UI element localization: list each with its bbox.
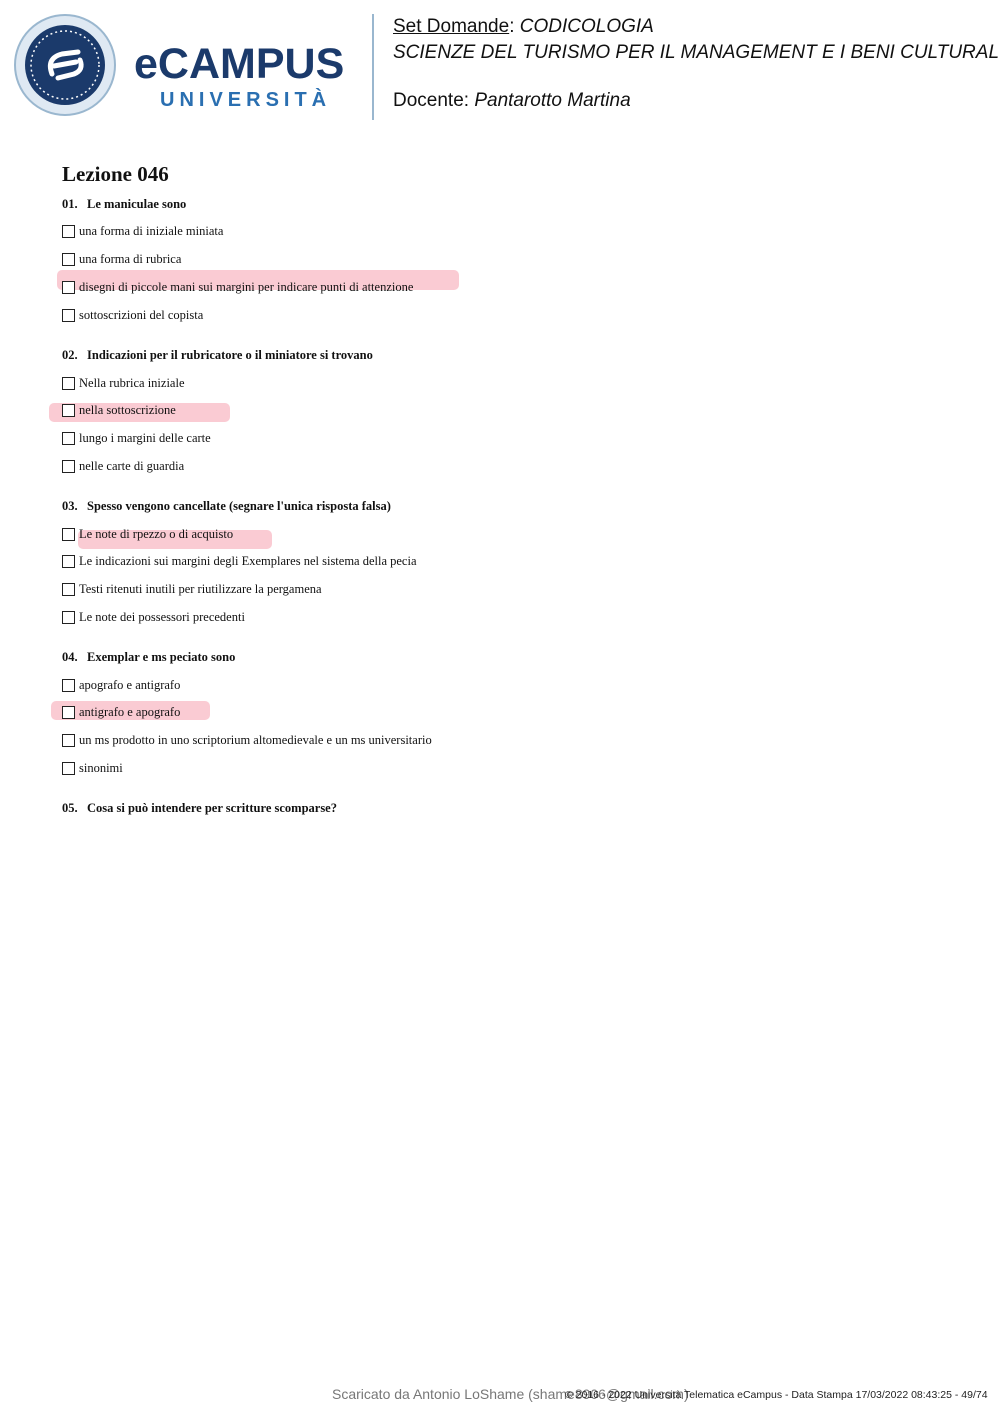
answer-checkbox[interactable] (62, 432, 75, 445)
answer-option[interactable] (62, 609, 245, 625)
answer-checkbox[interactable] (62, 460, 75, 473)
brand-top: eCAMPUS (134, 40, 345, 88)
question-05 (62, 801, 337, 816)
answer-label: una forma di rubrica (79, 251, 182, 266)
answer-label: sottoscrizioni del copista (79, 307, 204, 322)
question-text: Cosa si può intendere per scritture scomparse? (87, 801, 337, 815)
answer-label: nella sottoscrizione (79, 402, 176, 417)
answer-option[interactable] (62, 402, 176, 418)
teacher-name: Pantarotto Martina (474, 90, 631, 111)
answer-option[interactable] (62, 553, 417, 569)
set-line: Set Domande: CODICOLOGIA (393, 16, 654, 37)
teacher-label: Docente: (393, 90, 475, 111)
answer-option[interactable] (62, 307, 203, 323)
set-value: CODICOLOGIA (519, 16, 654, 37)
answer-label: Le note di rpezzo o di acquisto (79, 526, 234, 541)
answer-option[interactable] (62, 732, 432, 748)
answer-option[interactable] (62, 279, 413, 295)
answer-option[interactable] (62, 526, 233, 542)
answer-option[interactable] (62, 458, 184, 474)
answer-label: sinonimi (79, 760, 123, 775)
answer-checkbox[interactable] (62, 377, 75, 390)
answer-option[interactable] (62, 581, 322, 597)
answer-label: un ms prodotto in uno scriptorium altomedievale e un ms universitario (79, 732, 432, 747)
answer-checkbox[interactable] (62, 528, 75, 541)
question-text: Indicazioni per il rubricatore o il miniatore si trovano (87, 348, 373, 362)
answer-label: antigrafo e apografo (79, 704, 181, 719)
header-divider (372, 14, 374, 120)
set-label: Set Domande (393, 16, 510, 37)
answer-label: nelle carte di guardia (79, 458, 185, 473)
answer-label: Nella rubrica iniziale (79, 375, 185, 390)
question-number: 05. (62, 801, 78, 815)
answer-label: lungo i margini delle carte (79, 430, 211, 445)
question-03 (62, 499, 391, 514)
answer-label: disegni di piccole mani sui margini per indicare punti di attenzione (79, 279, 414, 294)
question-text: Le maniculae sono (87, 197, 187, 211)
lesson-title: Lezione 046 (62, 162, 169, 186)
answer-checkbox[interactable] (62, 555, 75, 568)
answer-option[interactable] (62, 760, 123, 776)
answer-checkbox[interactable] (62, 281, 75, 294)
question-number: 02. (62, 348, 78, 362)
answer-checkbox[interactable] (62, 225, 75, 238)
brand-bottom: UNIVERSITÀ (160, 89, 332, 111)
answer-option[interactable] (62, 704, 180, 720)
answer-option[interactable] (62, 375, 185, 391)
answer-label: una forma di iniziale miniata (79, 223, 224, 238)
ecampus-logo (14, 14, 359, 118)
download-watermark: Scaricato da Antonio LoShame (shame8906@gmail.com) (332, 1386, 689, 1402)
print-info: © 2016 - 2022 Università Telematica eCampus - Data Stampa 17/03/2022 08:43:25 - 49/74 (565, 1389, 988, 1401)
course-title: SCIENZE DEL TURISMO PER IL MANAGEMENT E I BENI CULTURAL (393, 42, 1000, 63)
answer-option[interactable] (62, 223, 223, 239)
answer-checkbox[interactable] (62, 734, 75, 747)
answer-option[interactable] (62, 677, 180, 693)
question-04 (62, 650, 235, 665)
answer-label: Le note dei possessori precedenti (79, 609, 245, 624)
answer-option[interactable] (62, 430, 211, 446)
answer-checkbox[interactable] (62, 309, 75, 322)
answer-checkbox[interactable] (62, 404, 75, 417)
question-text: Exemplar e ms peciato sono (87, 650, 236, 664)
answer-option[interactable] (62, 251, 181, 267)
question-number: 04. (62, 650, 78, 664)
question-02 (62, 348, 373, 363)
answer-label: Le indicazioni sui margini degli Exemplares nel sistema della pecia (79, 553, 417, 568)
question-number: 01. (62, 197, 78, 211)
answer-checkbox[interactable] (62, 679, 75, 692)
question-text: Spesso vengono cancellate (segnare l'unica risposta falsa) (87, 499, 391, 513)
answer-label: apografo e antigrafo (79, 677, 181, 692)
answer-label: Testi ritenuti inutili per riutilizzare la pergamena (79, 581, 322, 596)
question-number: 03. (62, 499, 78, 513)
answer-checkbox[interactable] (62, 583, 75, 596)
answer-checkbox[interactable] (62, 611, 75, 624)
answer-checkbox[interactable] (62, 762, 75, 775)
answer-checkbox[interactable] (62, 253, 75, 266)
teacher-line (393, 90, 631, 112)
question-01 (62, 197, 186, 212)
answer-checkbox[interactable] (62, 706, 75, 719)
